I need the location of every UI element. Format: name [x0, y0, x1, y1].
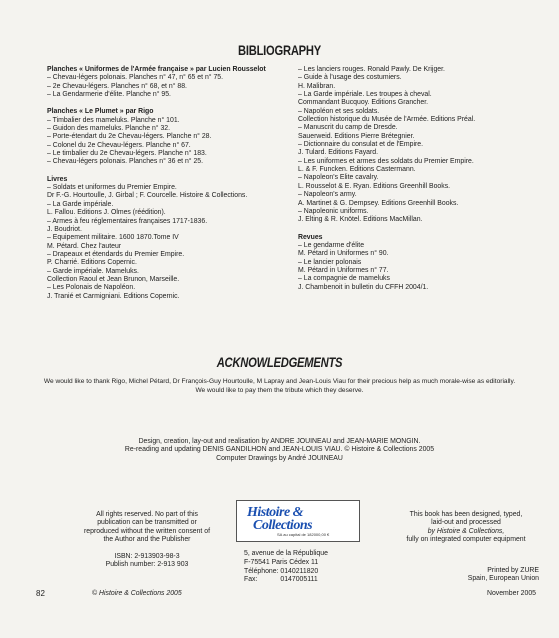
rights-line: reproduced without the written consent of	[83, 527, 211, 535]
design-note-line: by Histoire & Collections,	[427, 527, 505, 535]
credit-drawings: Computer Drawings by André JOUINEAU	[216, 454, 343, 462]
bibliography-entry: – Colonel du 2e Chevau-légers. Planche n° 67.	[47, 141, 191, 149]
bibliography-entry: – Napoleonic uniforms.	[298, 207, 369, 215]
bibliography-entry: – Les lanciers rouges. Ronald Pawly. De Krijger.	[298, 66, 445, 73]
bibliography-entry: – Equipement militaire. 1600 1870.Tome IV	[47, 234, 179, 242]
bibliography-entry: M. Pétard. Chez l'auteur	[47, 242, 122, 250]
acknowledgements-line-2: We would like to pay them the tribute which they deserve.	[195, 387, 364, 394]
bibliography-entry: – Porte-étendart du 2e Chevau-légers. Planche n° 28.	[47, 133, 212, 141]
bibliography-entry: – Les uniformes et armes des soldats du Premier Empire.	[298, 157, 474, 165]
bibliography-entry: – Soldats et uniformes du Premier Empire.	[47, 184, 177, 192]
design-note-line: laid-out and processed	[431, 519, 501, 527]
bibliography-entry: H. Malibran.	[298, 82, 336, 90]
credits	[0, 438, 559, 463]
rights-line: publication can be transmitted or	[97, 519, 197, 527]
telephone: Téléphone: 0140211820	[244, 567, 319, 575]
design-note-line: fully on integrated computer equipment	[406, 536, 526, 544]
bibliography-entry: – Le gendarme d'élite	[298, 241, 365, 249]
bibliography-entry: J. Tulard. Editions Fayard.	[298, 149, 379, 157]
footer-copyright: © Histoire & Collections 2005	[92, 590, 182, 597]
section-heading: Planches « Le Plumet » par Rigo	[47, 108, 154, 116]
publisher-logo	[236, 500, 360, 542]
bibliography-entry: Dr F.-G. Hourtoulle, J. Girbal ; F. Courcelle. Histoire & Collections.	[47, 192, 248, 200]
bibliography-entry: – Le timbalier du 2e Chevau-légers. Planche n° 183.	[47, 150, 207, 158]
credit-rereading: Re-reading and updating DENIS GANDILHON and JEAN-LOUIS VIAU. © Histoire & Collections 2005	[124, 446, 435, 454]
bibliography-entry: J. Boudriot.	[47, 225, 82, 233]
bibliography-entry: P. Charrié. Editions Copernic.	[47, 259, 137, 267]
bibliography-entry: L. & F. Funcken. Editions Castermann.	[298, 166, 416, 174]
bibliography-entry: – Napoléon et ses soldats.	[298, 107, 380, 115]
bibliography-entry: – La Gendarmerie d'élite. Planche n° 95.	[47, 91, 171, 99]
bibliography-entry: L. Fallou. Editions J. Olmes (réédition).	[47, 209, 166, 217]
bibliography-entry: L. Rousselot & E. Ryan. Editions Greenhill Books.	[298, 182, 451, 190]
section-heading: Revues	[298, 233, 323, 241]
logo-subtitle: SA au capital de 182000,00 €	[277, 532, 330, 537]
section-spacer	[47, 99, 277, 108]
bibliography-entry: Collection Raoul et Jean Brunon, Marseille.	[47, 275, 180, 283]
bibliography-left-column	[47, 66, 277, 301]
page-number: 82	[36, 589, 45, 598]
printer-info	[468, 567, 539, 584]
bibliography-entry: J. Tranié et Carmigniani. Editions Copernic.	[47, 292, 180, 300]
bibliography-entry: J. Chambenoit in bulletin du CFFH 2004/1.	[298, 283, 429, 291]
logo-wordmark	[247, 506, 312, 532]
bibliography-entry: – Le lancier polonais	[298, 258, 362, 266]
rights-line: All rights reserved. No part of this	[96, 511, 198, 518]
bibliography-entry: – La compagnie de mameluks	[298, 275, 390, 283]
bibliography-entry: – Les Polonais de Napoléon.	[47, 284, 136, 292]
section-heading: Planches « Uniformes de l'Armée française » par Lucien Rousselot	[47, 66, 266, 73]
bibliography-entry: M. Pétard in Uniformes n° 90.	[298, 250, 389, 258]
rights-notice	[62, 511, 232, 569]
publish-number: Publish number: 2-913 903	[105, 561, 189, 569]
acknowledgements-title: ACKNOWLEDGEMENTS	[216, 354, 343, 370]
bibliography-entry: – Guidon des mameluks. Planche n° 32.	[47, 125, 171, 133]
footer-date: November 2005	[486, 590, 536, 597]
publisher-address	[244, 550, 328, 585]
bibliography-title: BIBLIOGRAPHY	[238, 42, 321, 58]
bibliography-entry: M. Pétard in Uniformes n° 77.	[298, 266, 389, 274]
acknowledgements-line-1: We would like to thank Rigo, Michel Pétard, Dr François-Guy Hourtoulle, M Lapray and Jean-Louis Viau for their precious help as much morale-wise as editorially.	[43, 378, 516, 385]
section-spacer	[298, 225, 538, 234]
bibliography-entry: – Chevau-légers polonais. Planches n° 47, n° 65 et n° 75.	[47, 74, 224, 82]
bibliography-entry: – Dictionnaire du consulat et de l'Empire.	[298, 141, 424, 149]
bibliography-entry: Commandant Bucquoy. Editions Grancher.	[298, 99, 429, 107]
bibliography-entry: – Manuscrit du camp de Dresde.	[298, 124, 398, 132]
bibliography-entry: – Napoleon's army.	[298, 191, 357, 199]
bibliography-entry: J. Elting & R. Knötel. Editions MacMillan.	[298, 216, 423, 224]
section-spacer	[47, 167, 277, 176]
bibliography-right-column	[298, 66, 538, 292]
bibliography-entry: – Chevau-légers polonais. Planches n° 36 et n° 25.	[47, 158, 204, 166]
bibliography-entry: – Drapeaux et étendards du Premier Empire.	[47, 250, 185, 258]
address-line: 5, avenue de la République	[244, 550, 328, 557]
bibliography-entry: – La Garde impériale. Les troupes à cheval.	[298, 91, 432, 99]
fax: Fax: 0147005111	[244, 576, 318, 584]
section-heading: Livres	[47, 175, 68, 183]
bibliography-entry: – Guide à l'usage des costumiers.	[298, 74, 402, 82]
design-note	[386, 511, 546, 545]
bibliography-entry: – 2e Chevau-légers. Planches n° 68, et n° 88.	[47, 82, 187, 90]
bibliography-entry: – La Garde impériale.	[47, 200, 114, 208]
bibliography-entry: – Armes à feu réglementaires françaises 1717-1836.	[47, 217, 208, 225]
bibliography-entry: Collection historique du Musée de l'Armée. Editions Préal.	[298, 116, 476, 124]
address-line: F-75541 Paris Cédex 11	[244, 558, 319, 566]
rights-line: the Author and the Publisher	[103, 536, 191, 544]
bibliography-entry: A. Martinet & G. Dempsey. Editions Greenhill Books.	[298, 199, 459, 207]
credit-design: Design, creation, lay-out and realisation by ANDRE JOUINEAU and JEAN-MARIE MONGIN.	[138, 438, 421, 445]
bibliography-entry: Sauerweid. Editions Pierre Brétegnier.	[298, 132, 415, 140]
logo-line-2: Collections	[253, 518, 313, 533]
bibliography-entry: – Timbalier des mameluks. Planche n° 101.	[47, 116, 180, 124]
design-note-line: This book has been designed, typed,	[409, 511, 523, 518]
printer-location: Spain, European Union	[467, 575, 539, 583]
isbn: ISBN: 2-913903-98-3	[114, 552, 180, 560]
printer-name: Printed by ZURE	[487, 567, 539, 574]
bibliography-entry: – Napoleon's Elite cavalry.	[298, 174, 379, 182]
logo-line-1: Histoire &	[247, 505, 304, 520]
bibliography-entry: – Garde impériale. Mameluks.	[47, 267, 139, 275]
